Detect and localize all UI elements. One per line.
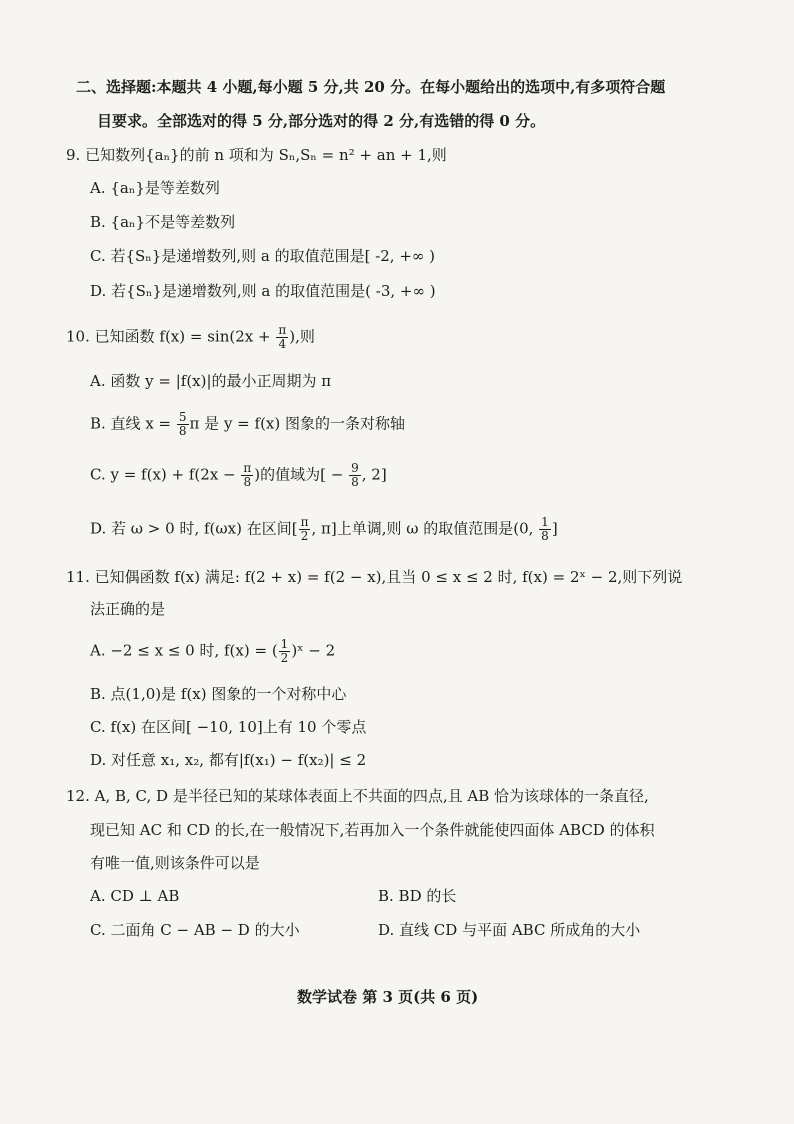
q12-stem-line1: 12. A, B, C, D 是半径已知的某球体表面上不共面的四点,且 AB 恰为该球体的一条直径, [66,787,649,805]
q12-stem-line3: 有唯一值,则该条件可以是 [90,854,260,872]
q12-option-b: B. BD 的长 [378,887,457,905]
q10-d-fraction1: $\frac{\pi}{2}$ [300,515,309,543]
q9-stem: 9. 已知数列{aₙ}的前 n 项和为 Sₙ,Sₙ = n² + an + 1,则 [66,146,447,164]
q12-stem-line2: 现已知 AC 和 CD 的长,在一般情况下,若再加入一个条件就能使四面体 ABCD 的体积 [90,821,655,839]
q10-b-fraction: $\frac{5}{8}$ [178,410,187,438]
q9-option-b: B. {aₙ}不是等差数列 [90,213,236,231]
q9-option-c: C. 若{Sₙ}是递增数列,则 a 的取值范围是[ -2, +∞ ) [90,247,436,265]
q9-option-d: D. 若{Sₙ}是递增数列,则 a 的取值范围是( -3, +∞ ) [90,282,436,300]
q12-option-c: C. 二面角 C − AB − D 的大小 [90,921,300,939]
q12-option-d: D. 直线 CD 与平面 ABC 所成角的大小 [378,921,641,939]
q10-option-a: A. 函数 y = |f(x)|的最小正周期为 π [90,372,332,390]
q11-a-fraction: $\frac{1}{2}$ [280,637,289,665]
q10-stem-fraction: $\frac{\pi}{4}$ [278,323,287,351]
q11-stem-line2: 法正确的是 [90,600,166,618]
q10-option-c: C. y = f(x) + f(2x − $\frac{\pi}{8}$ )的值域为[ − $\frac{9}{8}$ , 2] [90,461,387,489]
q9-option-a: A. {aₙ}是等差数列 [90,179,220,197]
q10-option-d: D. 若 ω > 0 时, f(ωx) 在区间[ $\frac{\pi}{2}$ , π]上单调,则 ω 的取值范围是(0, $\frac{1}{8}$ ] [90,515,558,543]
section-heading-line1: 二、选择题:本题共 4 小题,每小题 5 分,共 20 分。在每小题给出的选项中,有多项符合题 [76,78,666,96]
q12-option-a: A. CD ⊥ AB [90,887,180,905]
q10-option-b: B. 直线 x = $\frac{5}{8}$ π 是 y = f(x) 图象的一条对称轴 [90,410,406,438]
q10-stem: 10. 已知函数 f(x) = sin(2x + $\frac{\pi}{4}$ ),则 [66,323,315,351]
q11-option-a: A. −2 ≤ x ≤ 0 时, f(x) = ( $\frac{1}{2}$ )ˣ − 2 [90,637,336,665]
q11-option-d: D. 对任意 x₁, x₂, 都有|f(x₁) − f(x₂)| ≤ 2 [90,751,367,769]
section-heading-line2: 目要求。全部选对的得 5 分,部分选对的得 2 分,有选错的得 0 分。 [97,112,546,130]
q10-c-fraction2: $\frac{9}{8}$ [351,461,359,489]
q11-option-c: C. f(x) 在区间[ −10, 10]上有 10 个零点 [90,718,367,736]
q10-d-fraction2: $\frac{1}{8}$ [541,515,549,543]
q11-stem-line1: 11. 已知偶函数 f(x) 满足: f(2 + x) = f(2 − x),且当 0 ≤ x ≤ 2 时, f(x) = 2ˣ − 2,则下列说 [66,568,683,586]
q11-option-b: B. 点(1,0)是 f(x) 图象的一个对称中心 [90,685,347,703]
q10-c-fraction1: $\frac{\pi}{8}$ [243,461,252,489]
page-footer: 数学试卷 第 3 页(共 6 页) [297,988,479,1006]
